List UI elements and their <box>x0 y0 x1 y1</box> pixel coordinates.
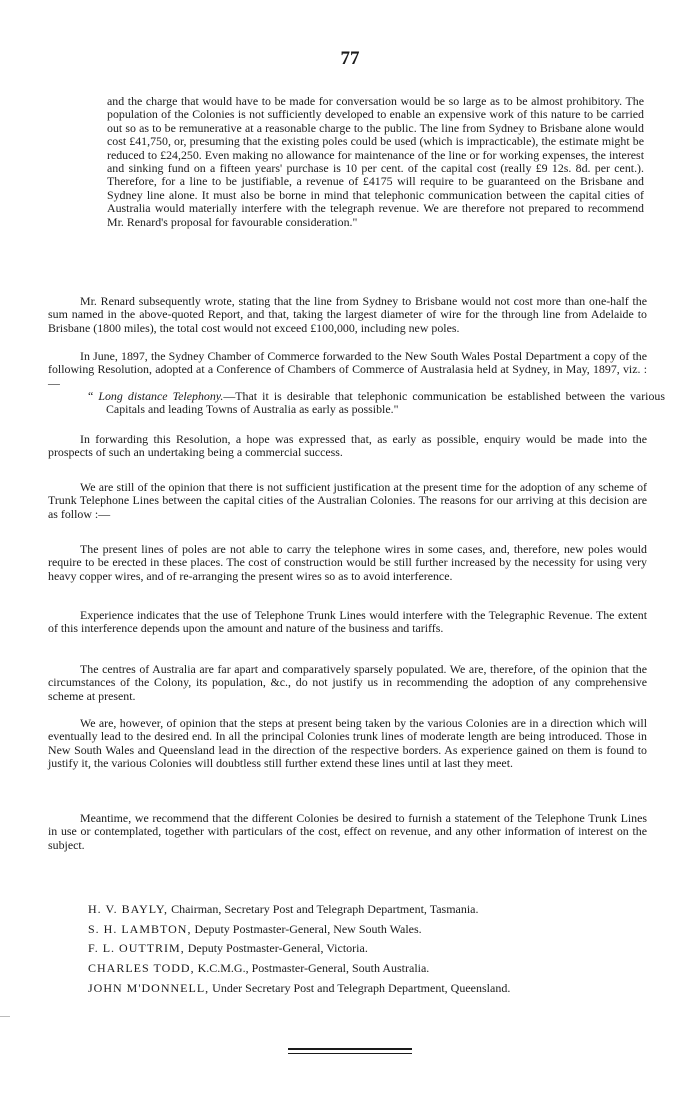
signatory-title: Chairman, Secretary Post and Telegraph Department, Tasmania. <box>168 902 479 916</box>
signatory-list <box>88 900 510 999</box>
page-number: 77 <box>340 48 360 69</box>
paragraph-meantime: Meantime, we recommend that the different Colonies be desired to furnish a statement of the Telephone Trunk Lines in use or contemplated, together with particulars of the cost, effect on revenue, and any other information of interest on the subject. <box>48 811 647 852</box>
paragraph-experience: Experience indicates that the use of Telephone Trunk Lines would interfere with the Telegraphic Revenue. The extent of this interference depends upon the amount and nature of the business and tariffs. <box>48 608 647 636</box>
signatory-title: Under Secretary Post and Telegraph Department, Queensland. <box>209 980 511 995</box>
closing-rule-thin <box>288 1053 412 1054</box>
signatory-title: Deputy Postmaster-General, New South Wales. <box>191 921 422 936</box>
signatory-line <box>88 939 510 959</box>
paragraph-chamber-of-commerce: In June, 1897, the Sydney Chamber of Commerce forwarded to the New South Wales Postal Department a copy of the following Resolution, adopted at a Conference of Chambers of Commerce of Australasia held at Sydney, in May, 1897, viz. :— <box>48 349 647 390</box>
resolution-quote: “ Long distance Telephony.—That it is desirable that telephonic communication be established between the various Capitals and leading Towns of Australia as early as possible." <box>88 389 665 417</box>
signatory-line <box>88 959 510 979</box>
signatory-name: H. V. BAYLY, <box>88 902 169 916</box>
resolution-title: Long distance Telephony. <box>98 389 224 403</box>
resolution-text: —That it is desirable that telephonic communication be established between the various Capitals and leading Towns of Australia as early as possible." <box>106 389 665 417</box>
paragraph-poles: The present lines of poles are not able to carry the telephone wires in some cases, and, therefore, new poles would require to be erected in these places. The cost of construction would be still further increased by the necessity for using very heavy copper wires, and of re-arranging the present wires so as to avoid interference. <box>48 542 647 583</box>
signatory-title: Deputy Postmaster-General, Victoria. <box>184 941 368 956</box>
signatory-name: F. L. OUTTRIM, <box>88 941 185 956</box>
signatory-line <box>88 920 510 940</box>
paragraph-opinion: We are still of the opinion that there is not sufficient justification at the present time for the adoption of any scheme of Trunk Telephone Lines between the capital cities of the Australian Colonies. The reasons for our arriving at this decision are as follow :— <box>48 480 647 521</box>
paragraph-forwarding: In forwarding this Resolution, a hope was expressed that, as early as possible, enquiry would be made into the prospects of such an undertaking being a commercial success. <box>48 432 647 460</box>
signatory-line <box>88 979 510 999</box>
paragraph-renard: Mr. Renard subsequently wrote, stating that the line from Sydney to Brisbane would not cost more than one-half the sum named in the above-quoted Report, and that, taking the largest diameter of wire for the through line from Adelaide to Brisbane (1800 miles), the total cost would not exceed £100,000, including new poles. <box>48 294 647 335</box>
signatory-name: CHARLES TODD, <box>88 961 195 976</box>
closing-rule-thick <box>288 1048 412 1050</box>
paragraph-centres: The centres of Australia are far apart and comparatively sparsely populated. We are, therefore, of the opinion that the circumstances of the Colony, its population, &c., do not justify us in recommending the adoption of any comprehensive scheme at present. <box>48 662 647 703</box>
signatory-title: K.C.M.G., Postmaster-General, South Australia. <box>194 961 430 976</box>
quoted-report-paragraph: and the charge that would have to be made for conversation would be so large as to be almost prohibitory. The population of the Colonies is not sufficiently developed to enable an expensive work of this nature to be carried out so as to be remunerative at a reasonable charge to the public. The line from Sydney to Brisbane alone would cost £41,750, or, presuming that the existing poles could be used (which is impracticable), the estimate might be reduced to £24,250. Even making no allowance for maintenance of the line or for working expenses, the interest and sinking fund on a fifteen years' purchase is 10 per cent. of the capital cost (really £9 12s. 8d. per cent.). Therefore, for a line to be justifiable, a revenue of £4175 will require to be guaranteed on the Brisbane and Sydney line alone. It must also be borne in mind that telephonic communication between the capital cities of Australia would materially interfere with the telegraph revenue. We are therefore not prepared to recommend Mr. Renard's proposal for favourable consideration." <box>107 94 644 229</box>
paragraph-steps: We are, however, of opinion that the steps at present being taken by the various Colonies are in a direction which will eventually lead to the desired end. In all the principal Colonies trunk lines of moderate length are being introduced. Those in New South Wales and Queensland lead in the direction of the respective borders. As experience gained on them is found to justify it, the various Colonies will doubtless still further extend these lines until at last they meet. <box>48 716 647 771</box>
signatory-name: S. H. LAMBTON, <box>88 921 192 936</box>
signatory-name: JOHN M'DONNELL, <box>88 980 210 995</box>
signatory-line <box>88 900 510 920</box>
edge-mark-divider <box>0 1016 10 1017</box>
